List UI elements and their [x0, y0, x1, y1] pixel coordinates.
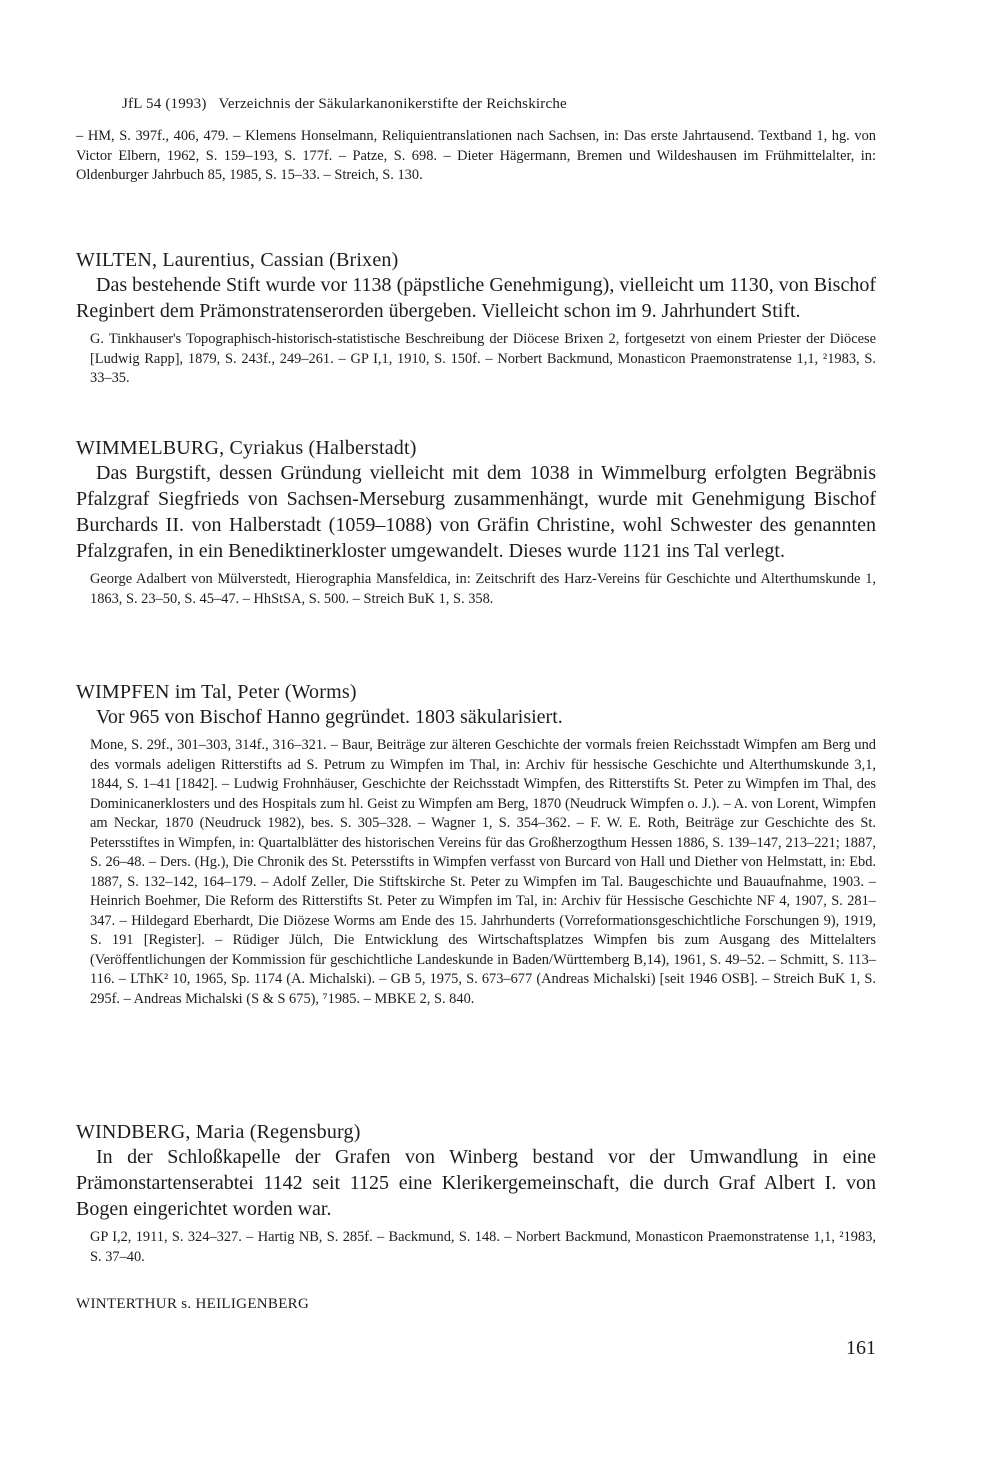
page-number: 161 — [846, 1337, 876, 1359]
entry-body: In der Schloßkapelle der Grafen von Winberg bestand vor der Umwandlung in eine Prämonstartenserabtei 1142 seit 1125 eine Klerikergemeinschaft, die durch Graf Albert I. von Bogen eingerichtet worden war. — [76, 1146, 876, 1220]
journal-reference: JfL 54 (1993) — [122, 96, 207, 112]
running-head — [122, 96, 567, 113]
entry-title: WIMMELBURG, Cyriakus (Halberstadt) — [76, 437, 417, 459]
entry-wimmelburg — [76, 436, 876, 609]
entry-references: G. Tinkhauser's Topographisch-historisch-statistische Beschreibung der Diöcese Brixen 2, fortgesetzt von einem Priester der Diöcese [Ludwig Rapp], 1879, S. 243f., 249–261. – GP I,1, 1910, S. 150f. – Norbert Backmund, Monasticon Praemonstratense 1,1, ²1983, S. 33–35. — [90, 331, 876, 386]
running-title: Verzeichnis der Säkularkanonikerstifte der Reichskirche — [218, 96, 567, 112]
entry-wilten — [76, 248, 876, 389]
entry-references: Mone, S. 29f., 301–303, 314f., 316–321. – Baur, Beiträge zur älteren Geschichte der vormals freien Reichsstadt Wimpfen am Berg und des vormals adeligen Ritterstifts ad S. Petrum zu Wimpfen im Thal, in: Archiv für hessische Geschichte und Alterthumskunde 3,1, 1844, S. 1–41 [1842]. – Ludwig Frohnhäuser, Geschichte der Reichsstadt Wimpfen, des Ritterstifts St. Peter zu Wimpfen im Thal, des Dominicanerklosters und des Hospitals zum hl. Geist zu Wimpfen am Berg, 1870 (Neudruck Wimpfen o. J.). – A. von Lorent, Wimpfen am Neckar, 1870 (Neudruck 1982), bes. S. 305–328. – Wagner 1, S. 354–362. – F. W. E. Roth, Beiträge zur Geschichte des St. Petersstiftes in Wimpfen, in: Quartalblätter des historischen Vereins für das Großherzogthum Hessen 1886, S. 139–147, 213–221; 1887, S. 26–48. – Ders. (Hg.), Die Chronik des St. Petersstifts in Wimpfen verfasst von Burcard von Hall und Diether von Helmstatt, in: Ebd. 1887, S. 132–142, 164–179. – Adolf Zeller, Die Stiftskirche St. Peter zu Wimpfen im Tal. Baugeschichte und Bauaufnahme, 1903. – Heinrich Boehmer, Die Reform des Ritterstifts St. Peter zu Wimpfen im Tal, in: Archiv für Hessische Geschichte NF 4, 1907, S. 281–347. – Hildegard Eberhardt, Die Diözese Worms am Ende des 15. Jahrhunderts (Vorreformationsgeschichtliche Forschungen 9), 1919, S. 191 [Register]. – Rüdiger Jülch, Die Entwicklung des Wirtschaftsplatzes Wimpfen bis zum Ausgang des Mittelalters (Veröffentlichungen der Kommission für geschichtliche Landeskunde in Baden/Württemberg B,14), 1961, S. 49–52. – Schmitt, S. 113–116. – LThK² 10, 1965, Sp. 1174 (A. Michalski). – GB 5, 1975, S. 673–677 (Andreas Michalski) [seit 1946 OSB]. – Streich BuK 1, S. 295f. – Andreas Michalski (S & S 675), ⁷1985. – MBKE 2, S. 840. — [90, 737, 876, 1007]
entry-references: George Adalbert von Mülverstedt, Hierographia Mansfeldica, in: Zeitschrift des Harz-Vereins für Geschichte und Alterthumskunde 1, 1863, S. 23–50, S. 45–47. – HhStSA, S. 500. – Streich BuK 1, S. 358. — [90, 571, 876, 607]
entry-body: Das bestehende Stift wurde vor 1138 (päpstliche Genehmigung), vielleicht um 1130, von Bischof Reginbert dem Prämonstratenserorden übergeben. Vielleicht schon im 9. Jahrhundert Stift. — [76, 274, 876, 322]
entry-references: GP I,2, 1911, S. 324–327. – Hartig NB, S. 285f. – Backmund, S. 148. – Norbert Backmund, Monasticon Praemonstratense 1,1, ²1983, S. 37–40. — [90, 1229, 876, 1265]
entry-wimpfen — [76, 680, 876, 1009]
continuation-block — [76, 127, 876, 186]
entry-body: Das Burgstift, dessen Gründung vielleicht mit dem 1038 in Wimmelburg erfolgten Begräbnis Pfalzgraf Siegfrieds von Sachsen-Merseburg zusammenhängt, wurde mit Genehmigung Bischof Burchards II. von Halberstadt (1059–1088) von Gräfin Christine, wohl Schwester des genannten Pfalzgrafen, in ein Benediktinerkloster umgewandelt. Dieses wurde 1121 ins Tal verlegt. — [76, 462, 876, 562]
cross-reference: WINTERTHUR s. HEILIGENBERG — [76, 1296, 310, 1312]
entry-windberg — [76, 1120, 876, 1267]
entry-title: WINDBERG, Maria (Regensburg) — [76, 1121, 361, 1143]
continuation-references: – HM, S. 397f., 406, 479. – Klemens Honselmann, Reliquientranslationen nach Sachsen, in: Das erste Jahrtausend. Textband 1, hg. von Victor Elbern, 1962, S. 159–193, S. 177f. – Patze, S. 698. – Dieter Hägermann, Bremen und Wildeshausen im Frühmittelalter, in: Oldenburger Jahrbuch 85, 1985, S. 15–33. – Streich, S. 130. — [76, 128, 876, 183]
entry-body: Vor 965 von Bischof Hanno gegründet. 1803 säkularisiert. — [96, 706, 563, 728]
entry-title: WILTEN, Laurentius, Cassian (Brixen) — [76, 249, 399, 271]
entry-title: WIMPFEN im Tal, Peter (Worms) — [76, 681, 357, 703]
